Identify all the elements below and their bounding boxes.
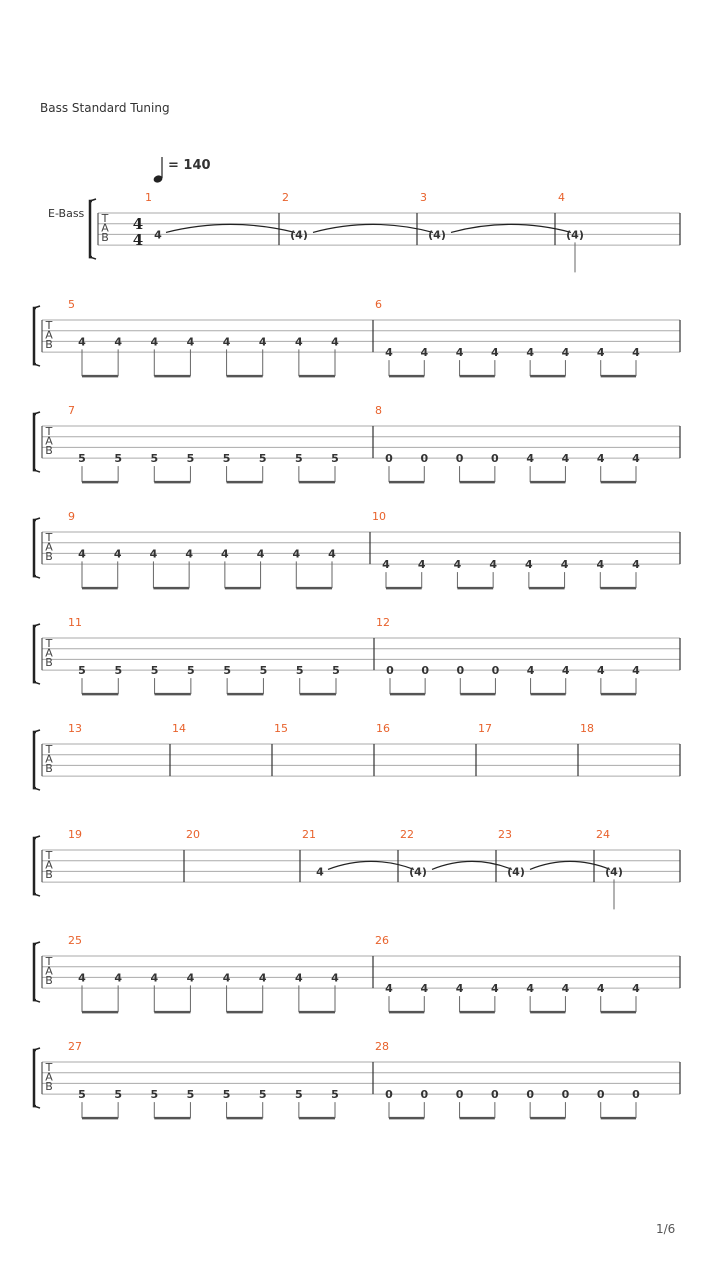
bracket-hook-top	[34, 836, 40, 838]
tab-note: 0	[385, 1088, 393, 1102]
tab-note: 0	[420, 452, 429, 466]
tab-note: 5	[187, 664, 195, 678]
tab-note: 0	[385, 452, 393, 466]
tab-note: 4	[331, 335, 339, 349]
bracket-hook-bottom	[34, 1106, 40, 1108]
tab-note: 4	[114, 971, 122, 985]
measure-number: 24	[596, 828, 610, 841]
tab-clef-letter: T	[45, 425, 53, 438]
tab-note: 5	[222, 1088, 231, 1102]
measure-number: 2	[282, 191, 289, 204]
tab-note: 4	[561, 346, 570, 360]
tab-note: 4	[78, 547, 86, 561]
tab-note: 4	[328, 547, 336, 561]
tempo-marking	[153, 157, 164, 184]
tab-clef-letter: A	[45, 540, 53, 554]
tab-note: 4	[526, 452, 534, 466]
tab-note: 5	[331, 1088, 339, 1102]
tab-note: 0	[526, 1088, 534, 1102]
tab-note: 4	[526, 346, 534, 360]
system-bracket	[34, 944, 36, 1000]
tab-note: 4	[632, 558, 640, 572]
tab-clef-letter: T	[45, 743, 53, 756]
tab-note: 4	[295, 971, 303, 985]
instrument-name: E-Bass	[48, 207, 85, 220]
measure-number: 19	[68, 828, 82, 841]
tab-clef-letter: A	[45, 1070, 53, 1084]
tab-note: (4)	[566, 228, 584, 242]
tab-note: 5	[295, 1088, 303, 1102]
tab-clef-letter: A	[45, 646, 53, 660]
tab-note: 5	[150, 1088, 159, 1102]
tab-note: 5	[332, 664, 340, 678]
tuning-label: Bass Standard Tuning	[40, 101, 170, 115]
measure-number: 18	[580, 722, 594, 735]
tab-clef-letter: B	[45, 444, 53, 457]
measure-number: 9	[68, 510, 75, 523]
system-bracket	[90, 201, 92, 257]
tab-note: 5	[222, 452, 231, 466]
bracket-hook-top	[34, 730, 40, 732]
measure-number: 26	[375, 934, 389, 947]
tab-note: 4	[632, 452, 640, 466]
measure-number: 13	[68, 722, 82, 735]
tab-note: 4	[222, 335, 231, 349]
measure-number: 11	[68, 616, 82, 629]
measure-number: 6	[375, 298, 382, 311]
bracket-hook-top	[34, 624, 40, 626]
tab-note: 4	[596, 452, 605, 466]
tab-note: 4	[221, 547, 229, 561]
tab-note: 4	[385, 346, 393, 360]
measure-number: 1	[145, 191, 152, 204]
bracket-hook-bottom	[34, 682, 40, 684]
tab-note: 5	[78, 452, 86, 466]
tie-arc	[166, 224, 295, 232]
tab-clef-letter: B	[45, 974, 53, 987]
tab-clef-letter: B	[45, 762, 53, 775]
measure-number: 4	[558, 191, 565, 204]
bracket-hook-bottom	[34, 1000, 40, 1002]
tab-note: 4	[632, 346, 640, 360]
bracket-hook-top	[34, 942, 40, 944]
tab-note: (4)	[409, 865, 427, 879]
tab-note: 0	[455, 452, 464, 466]
tab-note: 4	[420, 982, 429, 996]
tab-clef-letter: T	[45, 1061, 53, 1074]
tab-note: 4	[596, 558, 605, 572]
page-number: 1/6	[656, 1222, 676, 1236]
tab-note: 4	[78, 971, 86, 985]
tab-note: 4	[561, 452, 570, 466]
measure-number: 17	[478, 722, 492, 735]
tab-clef-letter: B	[101, 231, 109, 244]
measure-number: 8	[375, 404, 382, 417]
tab-note: 4	[154, 228, 162, 242]
tab-note: 4	[222, 971, 231, 985]
tab-note: 5	[259, 664, 268, 678]
tab-note: 4	[526, 664, 535, 678]
tab-note: 4	[525, 558, 533, 572]
tab-note: 4	[526, 982, 534, 996]
system-bracket	[34, 414, 36, 470]
tab-clef-letter: B	[45, 656, 53, 669]
measure-number: 5	[68, 298, 75, 311]
tab-clef-letter: T	[45, 637, 53, 650]
tab-note: 0	[456, 664, 465, 678]
tab-clef-letter: A	[45, 752, 53, 766]
time-signature-bottom: 4	[132, 231, 144, 249]
tempo-value: = 140	[168, 158, 211, 173]
tab-note: 4	[596, 982, 605, 996]
bracket-hook-bottom	[34, 576, 40, 578]
tab-note: 4	[560, 558, 569, 572]
tie-arc	[451, 224, 571, 232]
system-bracket	[34, 732, 36, 788]
tab-note: 0	[491, 452, 499, 466]
tab-note: 4	[561, 982, 570, 996]
tab-clef-letter: T	[45, 849, 53, 862]
bracket-hook-bottom	[34, 894, 40, 896]
tab-note: 5	[331, 452, 339, 466]
tab-clef-letter: T	[45, 955, 53, 968]
tab-note: 5	[114, 1088, 122, 1102]
bracket-hook-bottom	[34, 470, 40, 472]
system-bracket	[34, 626, 36, 682]
tie-arc	[530, 861, 610, 869]
measure-number: 3	[420, 191, 427, 204]
tab-note: 4	[489, 558, 497, 572]
tab-clef-letter: B	[45, 868, 53, 881]
tab-clef-letter: B	[45, 338, 53, 351]
tab-note: 4	[113, 547, 122, 561]
bracket-hook-top	[34, 412, 40, 414]
system-bracket	[34, 1050, 36, 1106]
tab-clef-letter: A	[45, 434, 53, 448]
bracket-hook-top	[34, 306, 40, 308]
tie-arc	[432, 861, 512, 869]
tab-note: 0	[455, 1088, 464, 1102]
tab-note: (4)	[605, 865, 623, 879]
tab-note: 5	[150, 664, 159, 678]
measure-number: 10	[372, 510, 386, 523]
tab-note: 4	[632, 982, 640, 996]
tab-note: 5	[295, 664, 304, 678]
tab-clef-letter: A	[101, 221, 109, 235]
bracket-hook-bottom	[34, 788, 40, 790]
measure-number: 22	[400, 828, 414, 841]
measure-number: 21	[302, 828, 316, 841]
system-bracket	[34, 520, 36, 576]
tab-note: 0	[561, 1088, 570, 1102]
measure-number: 14	[172, 722, 186, 735]
measure-number: 20	[186, 828, 200, 841]
bracket-hook-bottom	[34, 364, 40, 366]
tab-note: 4	[491, 346, 499, 360]
measure-number: 28	[375, 1040, 389, 1053]
system-bracket	[34, 308, 36, 364]
measure-number: 27	[68, 1040, 82, 1053]
tab-note: 5	[114, 452, 122, 466]
tab-note: 4	[150, 971, 159, 985]
tab-note: 4	[292, 547, 301, 561]
tab-note: 5	[223, 664, 231, 678]
tab-clef-letter: T	[101, 212, 109, 225]
tab-note: 4	[420, 346, 429, 360]
tab-note: 0	[386, 664, 394, 678]
tab-note: 5	[114, 664, 123, 678]
tab-note: 5	[258, 452, 267, 466]
tie-arc	[313, 224, 433, 232]
tab-note: 0	[596, 1088, 605, 1102]
tab-note: 4	[258, 335, 267, 349]
tab-note: 0	[491, 664, 500, 678]
tab-note: 4	[455, 982, 464, 996]
tab-note: 4	[78, 335, 86, 349]
tab-note: 4	[632, 664, 640, 678]
tab-note: (4)	[428, 228, 446, 242]
tab-note: 5	[186, 452, 195, 466]
tab-note: 4	[150, 335, 159, 349]
tab-note: 0	[632, 1088, 640, 1102]
tab-clef-letter: A	[45, 964, 53, 978]
tab-note: 4	[331, 971, 339, 985]
tab-note: 4	[596, 346, 605, 360]
tie-arc	[328, 861, 414, 869]
bracket-hook-top	[34, 518, 40, 520]
tab-note: 4	[256, 547, 265, 561]
tab-note: 4	[316, 865, 324, 879]
measure-number: 25	[68, 934, 82, 947]
tab-note: 4	[258, 971, 267, 985]
tab-note: 4	[382, 558, 390, 572]
tab-note: 0	[421, 664, 429, 678]
tab-note: 4	[185, 547, 193, 561]
tab-note: 4	[455, 346, 464, 360]
bracket-hook-top	[34, 1048, 40, 1050]
tab-note: 4	[491, 982, 499, 996]
tab-note: 5	[78, 1088, 86, 1102]
measure-number: 12	[376, 616, 390, 629]
tab-note: 4	[186, 971, 195, 985]
tab-note: 4	[149, 547, 158, 561]
tab-clef-letter: A	[45, 328, 53, 342]
tab-note: (4)	[290, 228, 308, 242]
tab-note: 0	[420, 1088, 429, 1102]
tab-clef-letter: A	[45, 858, 53, 872]
bracket-hook-bottom	[90, 257, 96, 259]
tab-note: 4	[114, 335, 122, 349]
tab-note: 4	[417, 558, 426, 572]
tab-note: (4)	[507, 865, 525, 879]
bracket-hook-top	[90, 199, 96, 201]
measure-number: 16	[376, 722, 390, 735]
tab-note: 5	[186, 1088, 195, 1102]
measure-number: 15	[274, 722, 288, 735]
tab-note: 4	[385, 982, 393, 996]
tab-note: 4	[295, 335, 303, 349]
tab-clef-letter: T	[45, 319, 53, 332]
measure-number: 23	[498, 828, 512, 841]
tab-note: 0	[491, 1088, 499, 1102]
tab-note: 5	[78, 664, 86, 678]
tab-note: 4	[186, 335, 195, 349]
tab-note: 4	[453, 558, 462, 572]
tab-clef-letter: B	[45, 1080, 53, 1093]
tab-note: 5	[150, 452, 159, 466]
system-bracket	[34, 838, 36, 894]
tab-note: 4	[561, 664, 570, 678]
tab-clef-letter: B	[45, 550, 53, 563]
tab-note: 5	[258, 1088, 267, 1102]
tab-clef-letter: T	[45, 531, 53, 544]
measure-number: 7	[68, 404, 75, 417]
tab-note: 5	[295, 452, 303, 466]
time-signature-top: 4	[132, 215, 144, 233]
tab-note: 4	[597, 664, 605, 678]
